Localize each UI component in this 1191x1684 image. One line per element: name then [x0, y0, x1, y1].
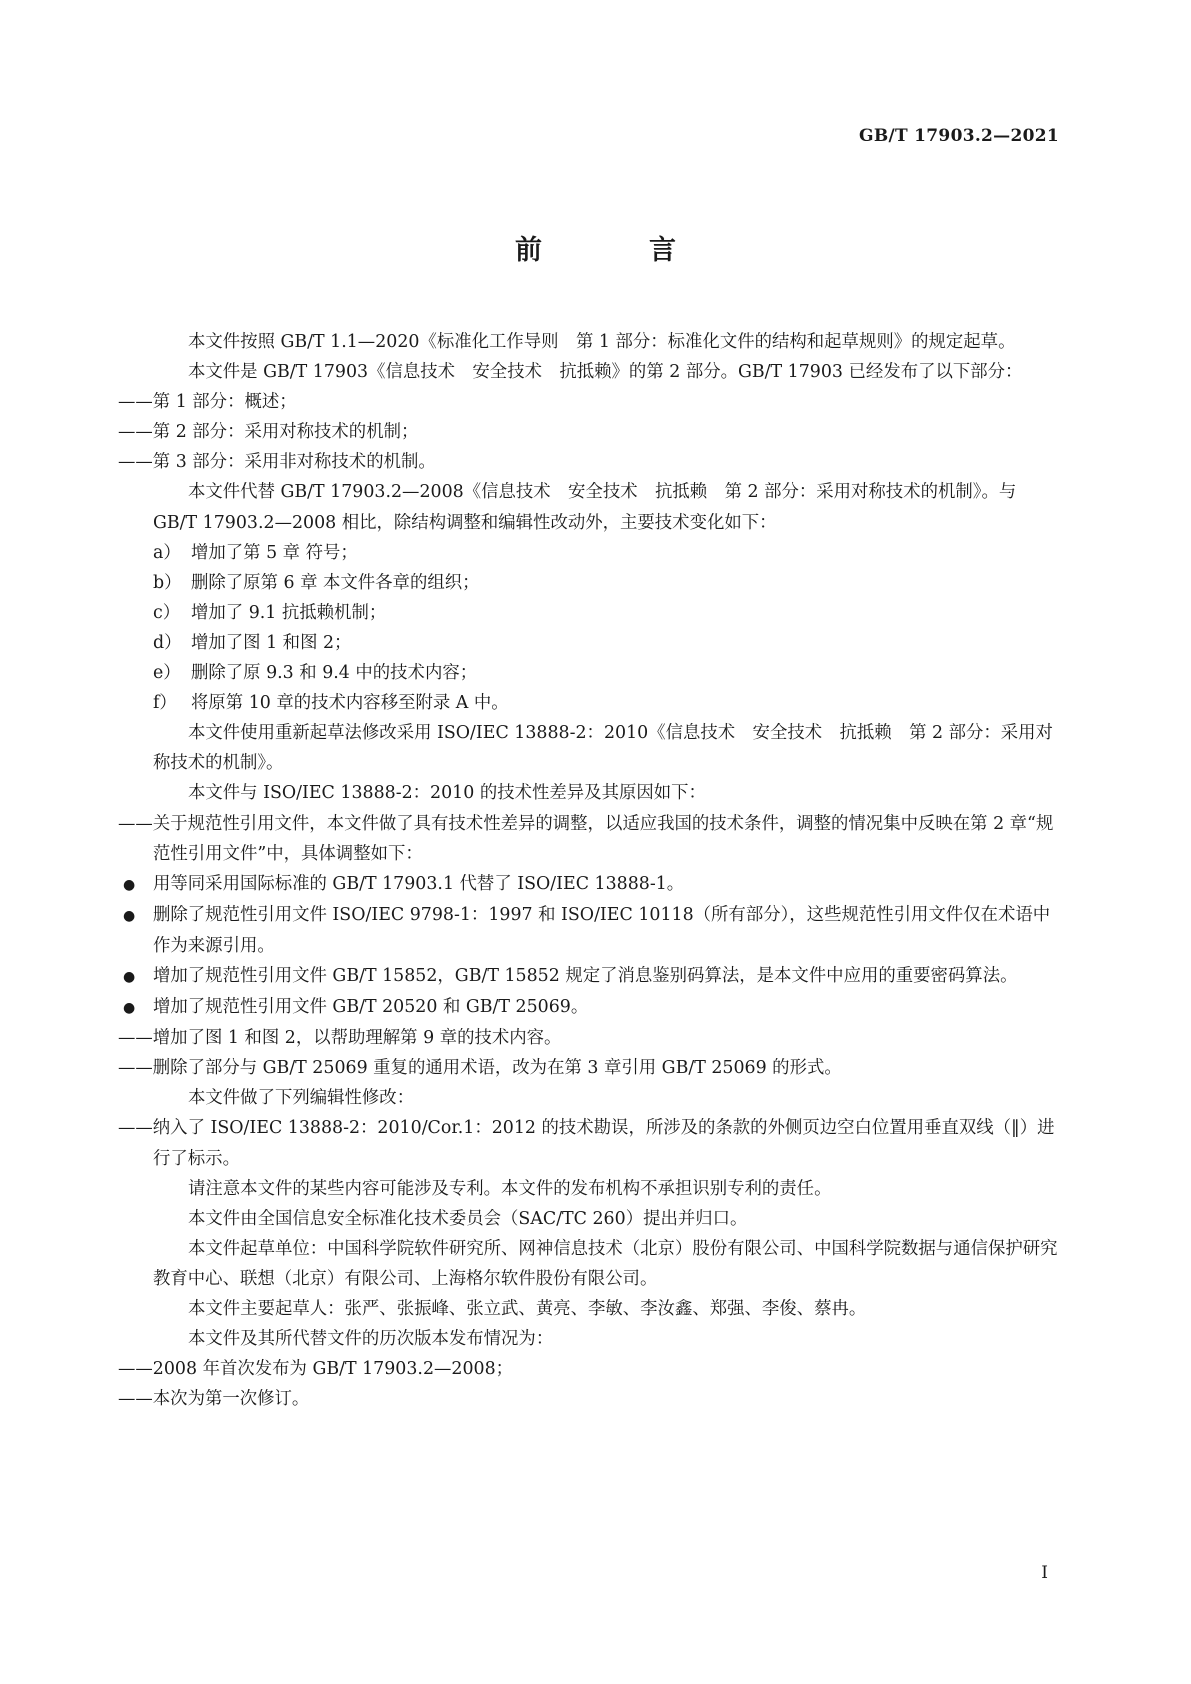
- dash-item: ——第 1 部分：概述；: [118, 392, 297, 413]
- paragraph: 本文件代替 GB/T 17903.2—2008《信息技术 安全技术 抗抵赖 第 2 部分：采用对称技术的机制》。与 GB/T 17903.2—2008 相比，除结构调整和编辑性改动外，主要技术变化如下：: [153, 482, 1017, 533]
- bullet-icon: ●: [123, 907, 136, 924]
- bullet-icon: ●: [123, 1000, 136, 1017]
- foreword-body: [118, 327, 1058, 1414]
- page-number: I: [1041, 1563, 1048, 1583]
- paragraph: 本文件与 ISO/IEC 13888-2：2010 的技术性差异及其原因如下：: [188, 783, 706, 804]
- list-item-text: 删除了原第 6 章 本文件各章的组织；: [191, 572, 480, 593]
- bullet-item: [123, 992, 1058, 1023]
- dash-item: ——本次为第一次修订。: [118, 1389, 310, 1410]
- paragraph: 本文件按照 GB/T 1.1—2020《标准化工作导则 第 1 部分：标准化文件的结构和起草规则》的规定起草。: [188, 332, 1016, 352]
- document-code: GB/T 17903.2—2021: [859, 126, 1059, 146]
- paragraph: 本文件由全国信息安全标准化技术委员会（SAC/TC 260）提出并归口。: [188, 1208, 748, 1229]
- dash-item: ——删除了部分与 GB/T 25069 重复的通用术语，改为在第 3 章引用 GB/T 25069 的形式。: [118, 1058, 842, 1079]
- paragraph: 本文件起草单位：中国科学院软件研究所、网神信息技术（北京）股份有限公司、中国科学院数据与通信保护研究教育中心、联想（北京）有限公司、上海格尔软件股份有限公司。: [153, 1238, 1058, 1289]
- dash-item: ——第 3 部分：采用非对称技术的机制。: [118, 452, 436, 473]
- list-item-text: 增加了第 5 章 符号；: [191, 542, 358, 563]
- bullet-item: [123, 961, 1058, 992]
- dash-item: ——增加了图 1 和图 2，以帮助理解第 9 章的技术内容。: [118, 1028, 562, 1049]
- list-item-label: d）: [153, 632, 182, 653]
- list-item-text: 增加了 9.1 抗抵赖机制；: [191, 602, 387, 623]
- list-item: [153, 538, 1058, 568]
- bullet-text: 用等同采用国际标准的 GB/T 17903.1 代替了 ISO/IEC 13888-1。: [153, 873, 685, 894]
- paragraph: 本文件及其所代替文件的历次版本发布情况为：: [188, 1329, 554, 1350]
- bullet-item: [123, 869, 1058, 900]
- dash-item: ——纳入了 ISO/IEC 13888-2：2010/Cor.1：2012 的技术勘误，所涉及的条款的外侧页边空白位置用垂直双线（‖）进行了标示。: [118, 1118, 1055, 1169]
- bullet-icon: ●: [123, 968, 136, 985]
- bullet-text: 删除了规范性引用文件 ISO/IEC 9798-1：1997 和 ISO/IEC 10118（所有部分），这些规范性引用文件仅在术语中作为来源引用。: [153, 904, 1051, 956]
- list-item-label: c）: [153, 602, 181, 623]
- list-item: [153, 658, 1058, 688]
- list-item: [153, 628, 1058, 658]
- paragraph: 本文件是 GB/T 17903《信息技术 安全技术 抗抵赖》的第 2 部分。GB/T 17903 已经发布了以下部分：: [188, 362, 1023, 383]
- list-item-text: 增加了图 1 和图 2；: [191, 632, 352, 653]
- dash-item: ——第 2 部分：采用对称技术的机制；: [118, 422, 419, 443]
- list-item: [153, 598, 1058, 628]
- dash-item: ——关于规范性引用文件，本文件做了具有技术性差异的调整，以适应我国的技术条件，调整的情况集中反映在第 2 章“规范性引用文件”中，具体调整如下：: [118, 813, 1054, 864]
- list-item-text: 将原第 10 章的技术内容移至附录 A 中。: [191, 693, 509, 714]
- list-item-label: b）: [153, 572, 182, 593]
- bullet-text: 增加了规范性引用文件 GB/T 15852，GB/T 15852 规定了消息鉴别码算法，是本文件中应用的重要密码算法。: [153, 965, 1018, 986]
- paragraph: 请注意本文件的某些内容可能涉及专利。本文件的发布机构不承担识别专利的责任。: [188, 1178, 832, 1199]
- paragraph: 本文件做了下列编辑性修改：: [188, 1088, 415, 1109]
- page-title: 前 言: [515, 235, 716, 266]
- bullet-icon: ●: [123, 876, 136, 893]
- list-item-label: a）: [153, 542, 181, 563]
- paragraph: 本文件使用重新起草法修改采用 ISO/IEC 13888-2：2010《信息技术 安全技术 抗抵赖 第 2 部分：采用对称技术的机制》。: [153, 723, 1053, 774]
- list-item: [153, 688, 1058, 718]
- bullet-text: 增加了规范性引用文件 GB/T 20520 和 GB/T 25069。: [153, 997, 589, 1018]
- paragraph: 本文件主要起草人：张严、张振峰、张立武、黄亮、李敏、李汝鑫、郑强、李俊、蔡冉。: [188, 1299, 867, 1319]
- list-item-text: 删除了原 9.3 和 9.4 中的技术内容；: [191, 663, 478, 684]
- list-item: [153, 568, 1058, 598]
- list-item-label: f）: [153, 693, 177, 714]
- dash-item: ——2008 年首次发布为 GB/T 17903.2—2008；: [118, 1359, 514, 1380]
- list-item-label: e）: [153, 663, 181, 684]
- bullet-item: [123, 900, 1058, 961]
